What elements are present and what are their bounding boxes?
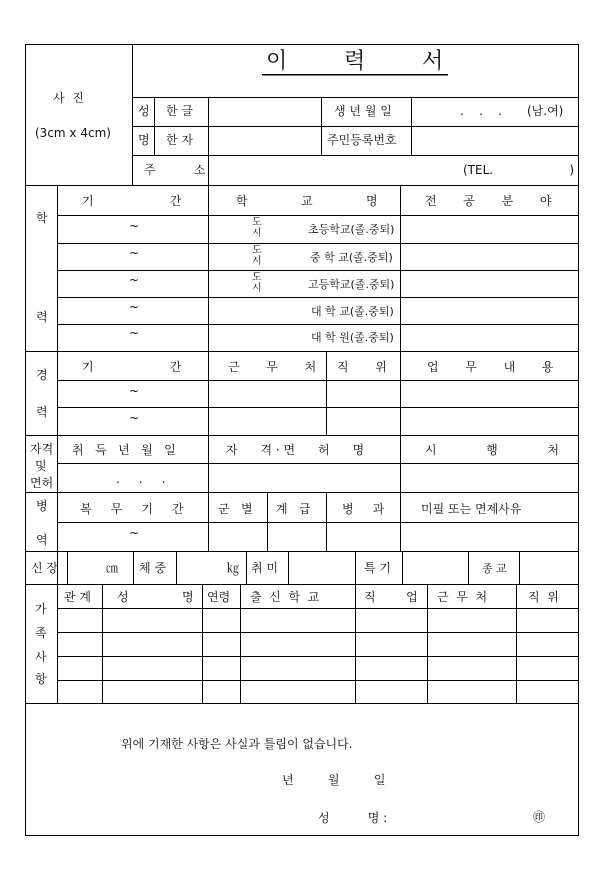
career-side-label-2: 력 [36,405,48,419]
career-header-work: 근 무 처 [228,360,317,374]
name-label-seong: 성 [138,104,150,118]
license-header-agency: 시 행 처 [425,443,559,457]
military-header-rank: 계 급 [276,502,311,516]
family-header-work: 근 무 처 [437,590,488,604]
career-header-duties: 업 무 내 용 [427,360,554,374]
religion-label: 종 교 [482,562,507,575]
edu-header-school: 학 교 명 [236,194,378,208]
family-header-age: 연령 [207,590,231,604]
family-header-school: 출 신 학 교 [250,590,320,604]
edu-row-1-city: 도 시 [252,217,262,239]
license-date-dots[interactable]: . . . [116,472,166,486]
edu-row-1-tilde: ~ [129,219,140,233]
seal-mark: ㊞ [533,810,546,824]
name-hangul-field[interactable] [210,99,320,125]
hanja-label: 한 자 [166,133,193,147]
military-header-exempt: 미필 또는 면제사유 [421,502,522,516]
military-header-type: 병 과 [342,502,385,516]
family-side-label-1: 가 [35,602,47,616]
edu-row-5-tilde: ~ [129,326,140,340]
title-char-3: 서 [422,49,444,74]
address-label: 주 소 [144,163,206,177]
license-side-label-1: 자격 [30,442,54,456]
license-side-label-3: 면허 [30,476,54,490]
edu-row-4-tilde: ~ [129,300,140,314]
photo-size: (3cm x 4cm) [35,126,111,140]
title-char-2: 력 [344,49,366,74]
license-header-date: 취 득 년 월 일 [72,443,176,457]
height-unit: ㎝ [106,561,119,575]
military-header-branch: 군 별 [218,502,253,516]
military-row-tilde: ~ [129,526,140,540]
resident-number-label: 주민등록번호 [327,133,397,147]
family-side-label-2: 족 [35,626,47,640]
family-side-label-3: 사 [35,650,47,664]
edu-row-3-school: 고등학교(졸.중퇴) [308,278,395,291]
edu-row-1-school: 초등학교(졸.중퇴) [308,223,395,236]
edu-header-period: 기 간 [82,194,182,208]
photo-label: 사 진 [53,91,84,105]
family-header-position: 직 위 [528,590,559,604]
name-label-myeong: 명 [138,133,150,147]
birth-label: 생 년 월 일 [334,104,392,118]
tel-value[interactable]: (TEL. ) [463,163,575,177]
birth-value[interactable]: . . . [460,104,502,118]
family-side-label-4: 항 [35,672,47,686]
license-side-label-2: 및 [35,459,47,473]
hangul-label: 한 글 [166,104,193,118]
edu-header-major: 전 공 분 야 [425,194,552,208]
edu-row-5-school: 대 학 원(졸.중퇴) [311,331,394,344]
career-row-1-tilde: ~ [129,384,140,398]
career-row-2-tilde: ~ [129,411,140,425]
weight-label: 체 중 [139,561,166,575]
education-side-label-2: 력 [36,310,48,324]
edu-row-2-tilde: ~ [129,246,140,260]
military-side-label-1: 병 [36,499,48,513]
edu-row-3-tilde: ~ [129,273,140,287]
signature-label: 성 명 : [318,811,388,825]
career-header-period: 기 간 [82,360,182,374]
license-header-name: 자 격 · 면 허 명 [226,443,365,457]
attestation-date[interactable]: 년 월 일 [282,773,386,787]
edu-row-2-city: 도 시 [252,245,262,267]
edu-row-3-city: 도 시 [252,272,262,294]
hobby-label: 취 미 [251,561,278,575]
attestation-statement: 위에 기재한 사항은 사실과 틀림이 없습니다. [121,737,353,751]
height-label: 신 장 [31,561,58,575]
title-char-1: 이 [266,49,288,74]
family-header-job: 직 업 [364,590,418,604]
career-side-label-1: 경 [36,368,48,382]
gender-value[interactable]: (남.여) [527,104,564,118]
skill-label: 특 기 [364,561,391,575]
family-header-relation: 관 계 [64,590,91,604]
military-side-label-2: 역 [36,533,48,547]
education-side-label-1: 학 [36,211,48,225]
edu-row-2-school: 중 학 교(졸.중퇴) [310,251,393,264]
career-header-position: 직 위 [337,360,387,374]
weight-unit: ㎏ [227,561,240,575]
family-header-name: 성 명 [117,590,194,604]
military-header-period: 복 무 기 간 [80,502,184,516]
edu-row-4-school: 대 학 교(졸.중퇴) [311,305,394,318]
